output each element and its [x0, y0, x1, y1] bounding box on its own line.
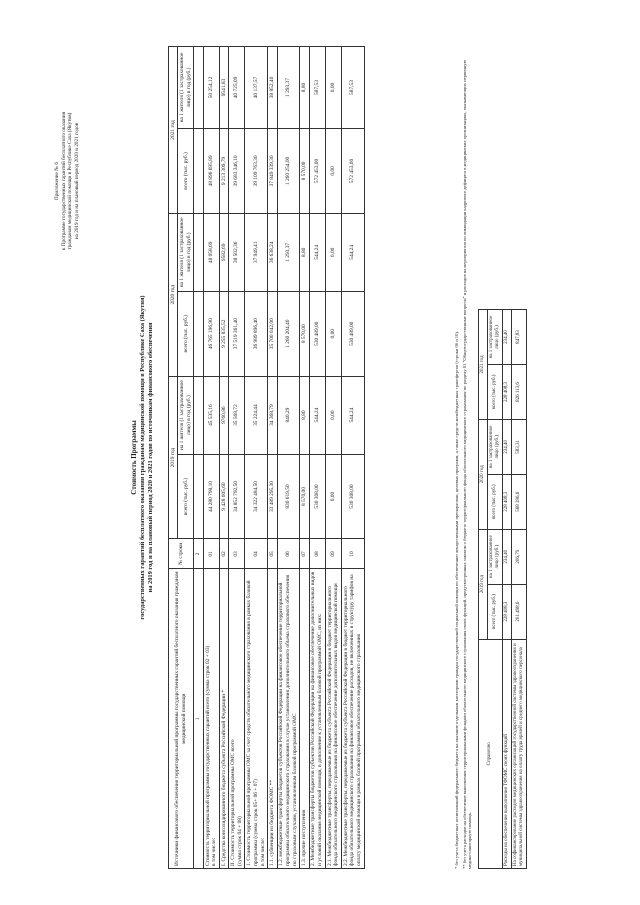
row-value: 0,00 [325, 47, 341, 129]
table-row [229, 47, 245, 869]
row-value: 9541,83 [219, 47, 228, 129]
row-value: 840,29 [277, 376, 300, 454]
row-value: 0,00 [325, 129, 341, 214]
ref-row-value: 228 408,3 [502, 474, 511, 529]
row-name: 2.2. Межбюджетные трансферты, передаваемые из бюджета субъекта Российской Федерации в бюджет территориального фонда обязательного медицинского страхования на финансовое обеспечение расходов, не включенных в структуру тарифов на оплату медицинской помощи в рамках базовой программы обязательного медицинского страхования [342, 574, 363, 866]
table-row [309, 47, 325, 869]
table-row [325, 47, 341, 869]
row-value: 8 570,00 [300, 454, 309, 539]
row-value: 530 489,00 [309, 291, 325, 376]
header-year-2021: 2021 год [169, 47, 178, 214]
header-year-2019: 2019 год [169, 376, 178, 539]
row-value: 1 293,37 [277, 47, 300, 129]
row-value: 8,80 [300, 47, 309, 129]
row-value: 39 683 346,10 [229, 129, 245, 214]
header-source: Источники финансового обеспечения территориальной программы государственных гарантий бесплатного оказания гражданам медицинской помощи [169, 569, 194, 869]
row-code: 09 [325, 539, 341, 569]
ref-header-year-2021: 2021 год [479, 310, 488, 420]
header-code: № строки [169, 539, 194, 569]
row-value: 9760,86 [219, 376, 228, 454]
row-value: 587,53 [309, 47, 325, 129]
row-value: 35 224,44 [245, 376, 268, 454]
row-name-cell [325, 569, 341, 869]
row-value: 0,00 [325, 454, 341, 539]
row-name-cell [341, 569, 364, 869]
row-value: 38 852,40 [268, 47, 277, 129]
row-value: 8 570,00 [300, 129, 309, 214]
row-value: 45 535,16 [203, 376, 219, 454]
row-value: 572 453,00 [341, 129, 364, 214]
header-per-capita: на 1 жителя (1 застрахованное лицо) в год (руб.) [178, 376, 194, 454]
ref-row-name: Расходы на обеспечение выполнения ТФОМС своих функций [502, 639, 511, 868]
row-value: 1 260 254,00 [277, 129, 300, 214]
row-value: 544,24 [341, 213, 364, 291]
document-title [130, 80, 155, 835]
row-value: 530 308,00 [341, 454, 364, 539]
row-value: 36 638,24 [268, 213, 277, 291]
row-value: 9582,69 [219, 213, 228, 291]
row-name-cell [309, 569, 325, 869]
header-total: всего (тыс. руб.) [178, 291, 194, 376]
ref-header-name: Справочно [479, 639, 503, 868]
table-row [341, 47, 364, 869]
row-value: 544,24 [309, 376, 325, 454]
ref-row-value: 201 498,6 [511, 584, 526, 639]
ref-row-value: 234,40 [502, 310, 511, 365]
column-number: 1 [194, 569, 203, 869]
ref-row-value: 228 408,3 [502, 365, 511, 420]
ref-header-total: всего (тыс. руб.) [487, 365, 502, 420]
ref-header-year-2019: 2019 год [479, 529, 488, 639]
appendix-line: Приложение № 6 [54, 162, 60, 200]
row-value: 44 280 798,10 [203, 454, 219, 539]
row-value: 9 255 835,52 [219, 291, 228, 376]
ref-header-per-capita: на 1 застрахованное лицо (руб.) [487, 419, 502, 474]
row-value: 37 949,41 [245, 213, 268, 291]
footnote: * без учета бюджетных ассигнований федерального бюджета на оказание отдельным категориям граждан государственной социальной помощи по обеспечению лекарственными препаратами, целевых программ, а также средств межбюджетных трансфертов (строки 06 и 10). [454, 330, 459, 869]
row-name-cell [268, 569, 277, 869]
row-value: 530 308,00 [309, 454, 325, 539]
row-value: 830 619,50 [277, 454, 300, 539]
row-name: II. Стоимость территориальной программы ОМС всего [230, 739, 237, 866]
title-line-1: Стоимость Программы [130, 420, 138, 495]
reference-table-body [502, 310, 526, 869]
footnotes [454, 46, 475, 869]
row-value: 0,00 [325, 213, 341, 291]
row-value: 37 849 339,30 [268, 129, 277, 214]
row-value: 587,53 [341, 47, 364, 129]
title-line-3: на 2019 год и на плановый период 2020 и 2021 годов по источникам финансового обеспечения [146, 322, 154, 593]
table-row [300, 47, 309, 869]
row-name: 1.3. прочие поступления [301, 809, 308, 866]
header-per-capita: на 1 жителя (1 застрахованное лицо) в год (руб.) [178, 47, 194, 129]
row-value: 48 896 695,89 [203, 129, 219, 214]
row-code: 02 [219, 539, 228, 569]
table-row [277, 47, 300, 869]
cost-table-body [203, 47, 364, 869]
table-row [511, 310, 526, 869]
row-value: 1 293,37 [277, 213, 300, 291]
ref-row-value: 206,79 [511, 529, 526, 584]
table-row [245, 47, 268, 869]
row-value: 8 570,00 [300, 291, 309, 376]
appendix-header [54, 46, 80, 316]
ref-header-total: всего (тыс. руб.) [487, 584, 502, 639]
footnote: ** без учета расходов на обеспечение выполнения территориальными фондами обязательного медицинского страхования своих функций, предусмотренных законом о бюджете территориального фонда обязательного медицинского страхования по разделу 01 "Общегосударственные вопросы" и расходов на мероприятия по ликвидации кадрового дефицита в медицинских организациях, оказывающих первичную медико-санитарную помощь. [461, 59, 473, 869]
row-name-cell [277, 569, 300, 869]
row-value: 1 260 204,40 [277, 291, 300, 376]
header-year-2020: 2020 год [169, 213, 178, 376]
row-code: 06 [277, 539, 300, 569]
row-value: 40 137,57 [245, 47, 268, 129]
row-value: 46 765 196,90 [203, 291, 219, 376]
row-code: 03 [229, 539, 245, 569]
appendix-line: на 2019 год и на плановый период 2020 и 2021 годов [73, 122, 80, 240]
row-code: 05 [268, 539, 277, 569]
appendix-line: к Программе государственных гарантий бесплатного оказания [60, 111, 67, 251]
row-name: 1. Стоимость территориальной программы ОМС за счет средств обязательного медицинского страхования в рамках базовой программы (сумма строк 05+ 06 + 07) [246, 580, 259, 866]
row-name: 2.1. Межбюджетные трансферты, передаваемые из бюджета субъекта Российской Федерации в бюджет территориального фонда обязательного медицинского страхования на финансовое обеспечение дополнительных видов медицинской помощи [326, 583, 340, 866]
row-value: 544,24 [341, 376, 364, 454]
row-value: 0,00 [325, 376, 341, 454]
row-name-cell [245, 569, 268, 869]
row-value: 8,80 [300, 376, 309, 454]
row-value: 33 489 295,30 [268, 454, 277, 539]
row-name: 1.2. межбюджетные трансферты бюджетов субъектов Российской Федерации на финансовое обеспечение территориальной программы обязательного медицинского страхования в случае установления дополнительного объема страхового обеспечения по страховым случаям, установленным базовой программой ОМС [278, 574, 298, 866]
row-value: 544,24 [309, 213, 325, 291]
row-name-cell [219, 569, 228, 869]
ref-header-per-capita: на 1 застрахованное лицо (руб.) [487, 529, 502, 584]
header-total: всего (тыс. руб.) [178, 129, 194, 214]
table-row [219, 47, 228, 869]
ref-row-value: 234,40 [502, 529, 511, 584]
row-code: 07 [300, 539, 309, 569]
row-value: 34 852 792,50 [229, 454, 245, 539]
rotated-document [46, 40, 606, 875]
row-value: 0,00 [325, 291, 341, 376]
row-subnote: в том числе: [211, 837, 218, 866]
row-value: 40 725,09 [229, 47, 245, 129]
row-value: 530 489,00 [341, 291, 364, 376]
row-value: 9 213 309,79 [219, 129, 228, 214]
ref-row-value: 234,40 [502, 419, 511, 474]
row-subnote: (сумма строк 04 + 08) [236, 816, 243, 866]
row-code: 08 [309, 539, 325, 569]
row-name-cell [300, 569, 309, 869]
ref-row-value: 583,31 [511, 419, 526, 474]
column-number: 2 [194, 539, 203, 569]
row-value: 38 502,36 [229, 213, 245, 291]
row-code: 01 [203, 539, 219, 569]
row-name: I. Средства консолидированного бюджета субъекта Российской Федерации * [220, 689, 227, 866]
row-value: 35 700 042,00 [268, 291, 277, 376]
header-total: всего (тыс. руб.) [178, 454, 194, 539]
row-name: 1.1. субвенции из бюджета ФОМС ** [268, 779, 275, 866]
row-name: 2. Межбюджетные трансферты бюджетов субъектов Российской Федерации на финансовое обеспечение дополнительных видов и условий оказания медицинской помощи, в дополнение к установленным базовой программой ОМС, из них: [310, 571, 324, 866]
row-code: 10 [341, 539, 364, 569]
row-name-cell [229, 569, 245, 869]
row-value: 48 058,69 [203, 213, 219, 291]
reference-table [478, 309, 527, 869]
ref-row-name: На софинансирование расходов медицинских организаций государственной системы здравоохранения и муниципальной системы здравоохранения на оплату труда врачей и среднего медицинского персонала [511, 639, 526, 868]
table-row [502, 310, 511, 869]
ref-row-value: 568 396,6 [511, 474, 526, 529]
appendix-line: гражданам медицинской помощи в Республике Саха (Якутия) [67, 112, 73, 250]
row-value: 37 519 361,40 [229, 291, 245, 376]
row-subnote: в том числе: [259, 837, 266, 866]
row-value: 35 568,72 [229, 376, 245, 454]
title-line-2: государственных гарантий бесплатного оказания гражданам медицинской помощи в Республике Саха (Якутия) [138, 295, 146, 620]
ref-header-total: всего (тыс. руб.) [487, 474, 502, 529]
row-value: 34 368,79 [268, 376, 277, 454]
row-value: 8,80 [300, 213, 309, 291]
row-name: Стоимость территориальной программы государственных гарантий всего (сумма строк 02 + 03) [204, 645, 211, 866]
ref-row-value: 228 408,3 [502, 584, 511, 639]
row-value: 50 254,12 [203, 47, 219, 129]
row-value: 36 989 896,40 [245, 291, 268, 376]
row-value: 572 453,00 [309, 129, 325, 214]
cost-table [168, 46, 365, 869]
header-per-capita: на 1 жителя (1 застрахованное лицо) в год (руб.) [178, 213, 194, 291]
table-row [268, 47, 277, 869]
ref-row-value: 826 113,6 [511, 365, 526, 420]
row-value: 9 428 005,60 [219, 454, 228, 539]
ref-row-value: 847,83 [511, 310, 526, 365]
row-value: 34 322 484,50 [245, 454, 268, 539]
table-row [203, 47, 219, 869]
ref-header-per-capita: на 1 застрахованное лицо (руб.) [487, 310, 502, 365]
row-code: 04 [245, 539, 268, 569]
row-value: 39 109 763,30 [245, 129, 268, 214]
row-name-cell [203, 569, 219, 869]
ref-header-year-2020: 2020 год [479, 419, 488, 529]
